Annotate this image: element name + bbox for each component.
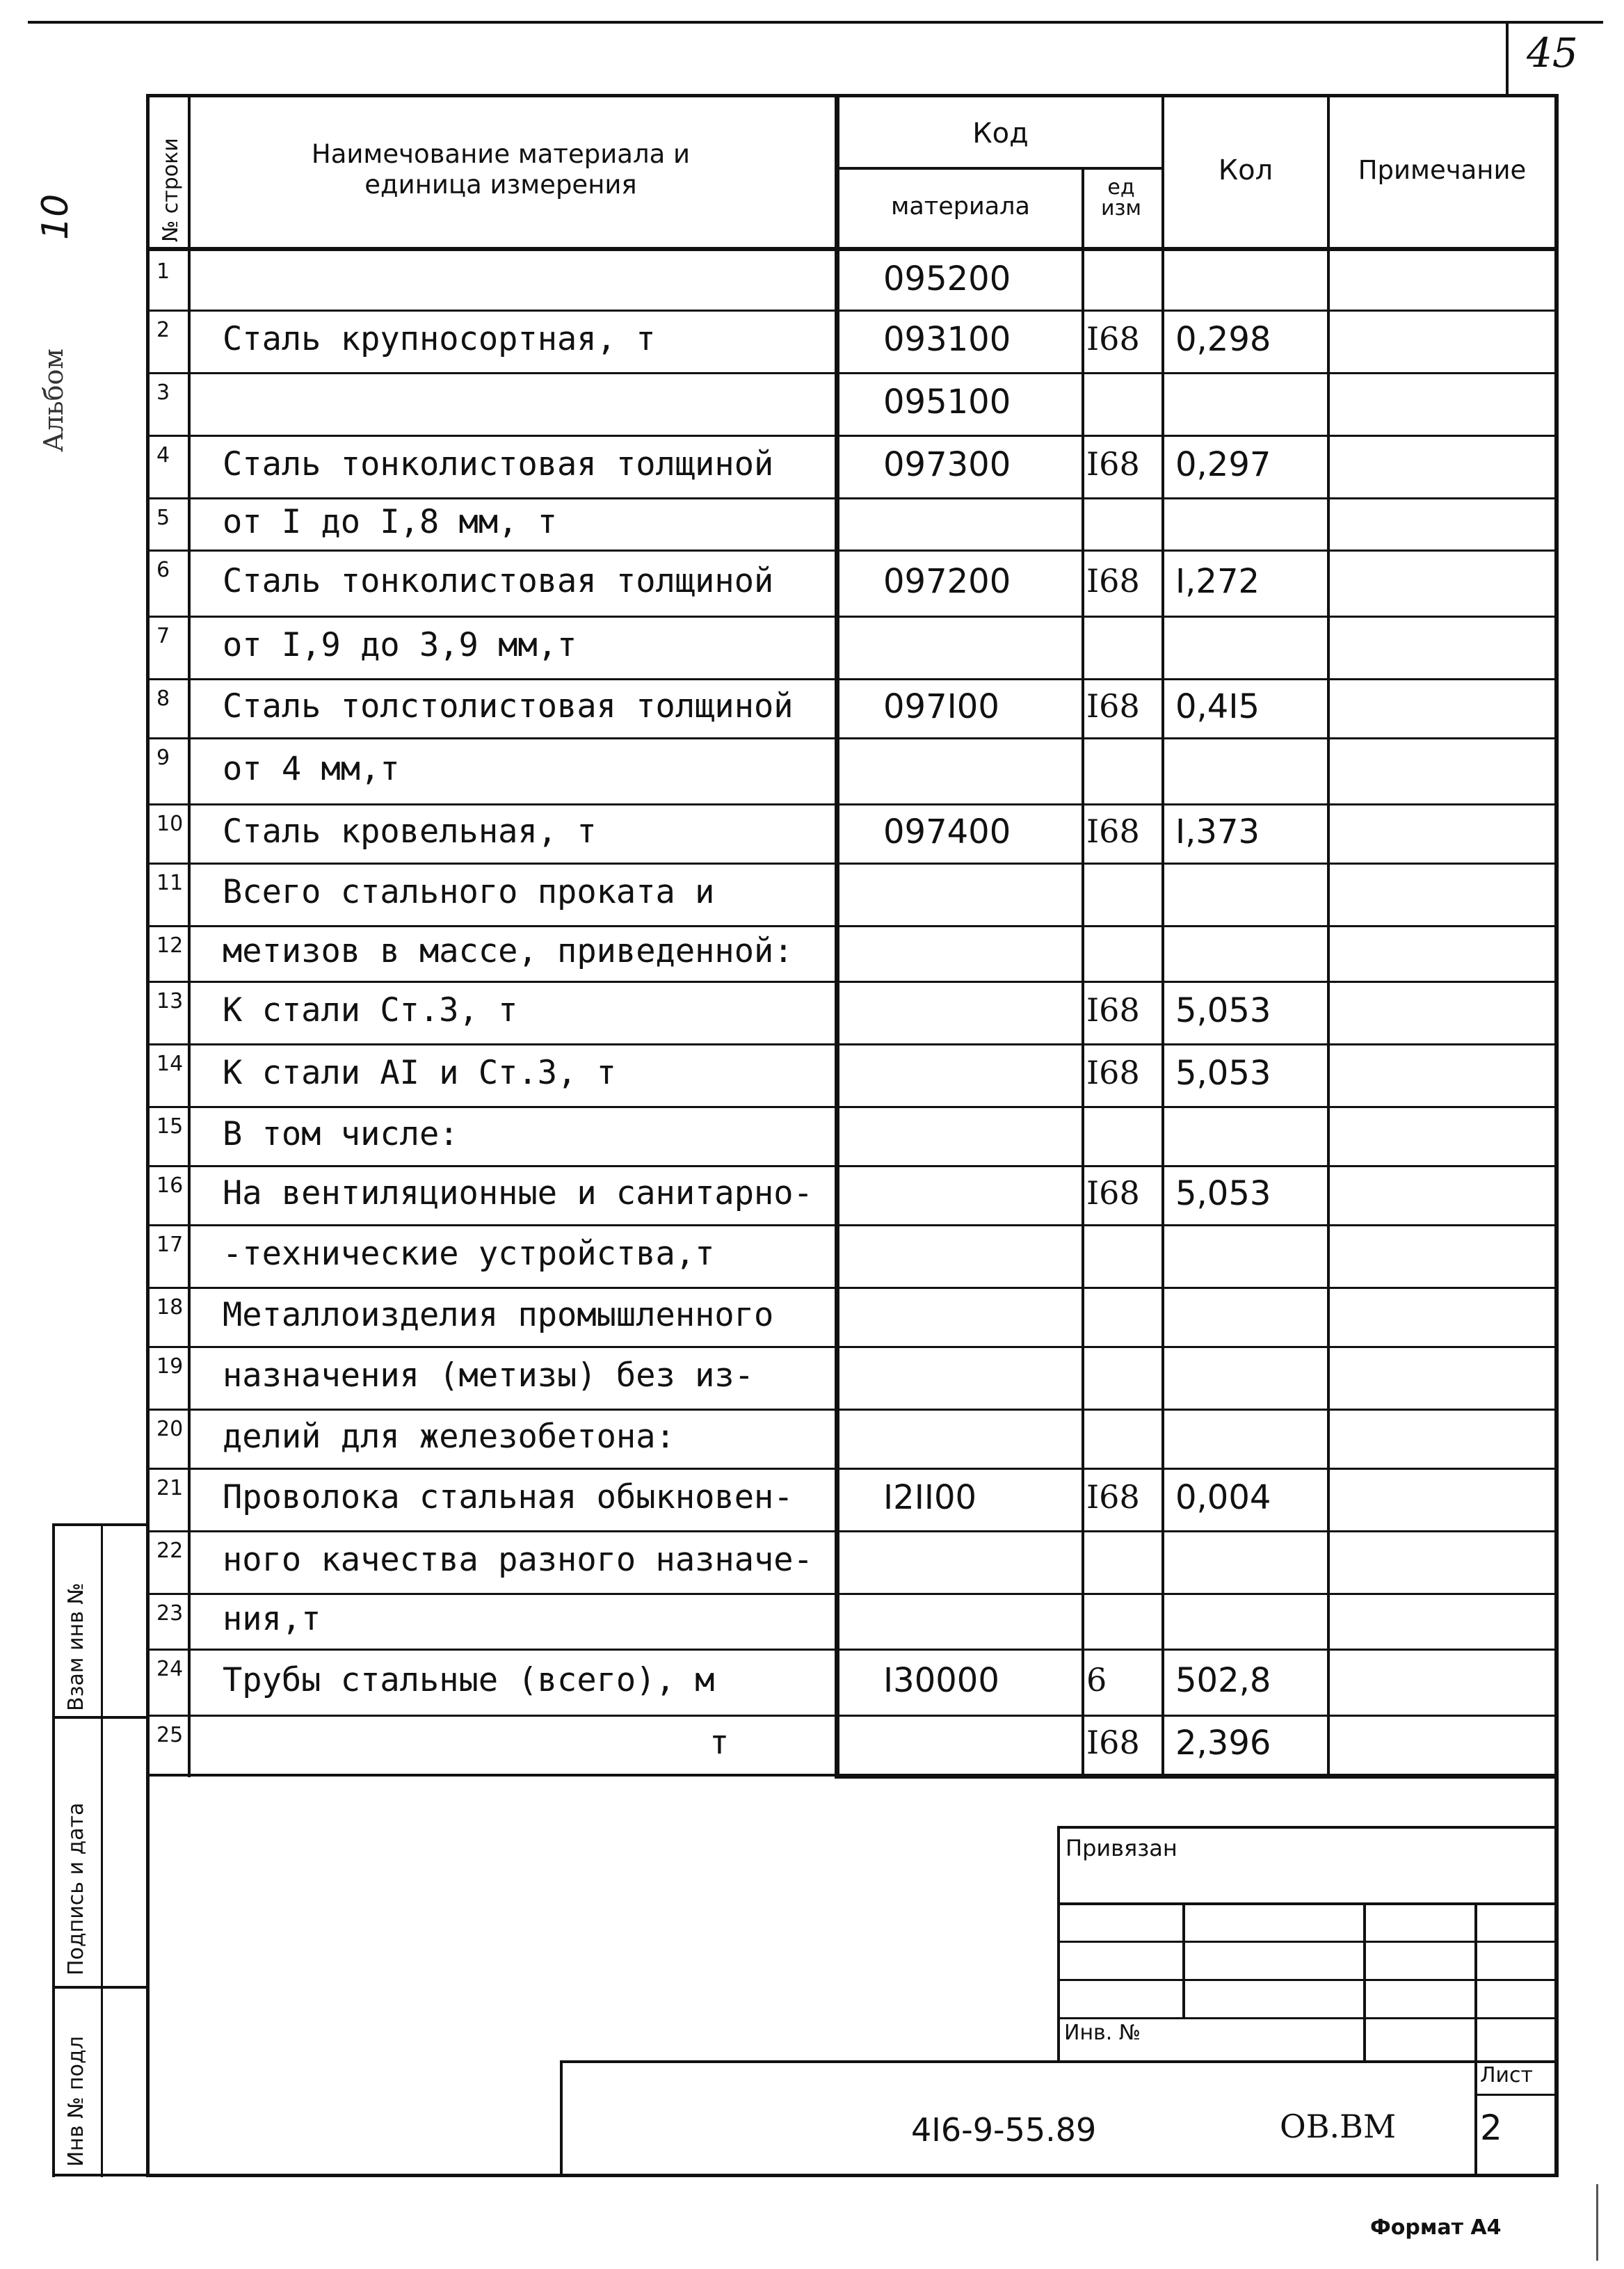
row-number: 20 — [156, 1417, 184, 1441]
row-divider — [146, 1346, 1559, 1348]
row-code: 097300 — [883, 445, 1011, 484]
col-line-unit — [1082, 167, 1084, 1777]
row-divider — [146, 550, 1559, 552]
row-number: 19 — [156, 1354, 184, 1379]
row-divider — [146, 925, 1559, 927]
tb-list-sep — [1474, 2094, 1554, 2096]
row-name: назначения (метизы) без из- — [223, 1356, 755, 1395]
row-name: ния,т — [223, 1600, 321, 1638]
row-divider — [146, 737, 1559, 739]
row-name: от 4 мм,т — [223, 749, 400, 788]
col-line-code — [835, 94, 839, 1777]
row-qty: 0,298 — [1175, 320, 1271, 359]
row-name: Проволока стальная обыкновен- — [223, 1478, 794, 1516]
row-name: от I,9 до 3,9 мм,т — [223, 626, 577, 664]
header-code-unit: ед изм — [1100, 175, 1142, 221]
top-border — [28, 21, 1603, 24]
row-number: 8 — [156, 687, 170, 711]
row-name: метизов в массе, приведенной: — [223, 932, 794, 970]
row-name: Сталь крупносортная, т — [223, 320, 656, 358]
row-number: 16 — [156, 1173, 184, 1198]
tb-grid-v1 — [1182, 1902, 1185, 2017]
row-divider — [146, 863, 1559, 865]
tb-privyazan-left — [1057, 1826, 1060, 2062]
side-stamp-top — [52, 1523, 150, 1526]
row-code: I2II00 — [883, 1478, 977, 1517]
row-divider — [146, 1106, 1559, 1108]
doc-mark: ОВ.ВМ — [1280, 2108, 1397, 2145]
row-divider — [146, 497, 1559, 499]
row-qty: I,272 — [1175, 561, 1260, 601]
row-code: 095100 — [883, 383, 1011, 422]
row-name: К стали AI и Ст.3, т — [223, 1054, 616, 1092]
row-code: 095200 — [883, 259, 1011, 298]
sheet-number-top: 45 — [1527, 29, 1578, 77]
col-line-rowno — [188, 94, 191, 1777]
row-name: т — [709, 1723, 730, 1762]
col-line-note — [1327, 94, 1330, 1777]
tb-privyazan-top — [1057, 1826, 1554, 1829]
side-stamp-bottom — [52, 2174, 150, 2176]
row-divider — [146, 1043, 1559, 1045]
row-number: 1 — [156, 259, 170, 284]
row-name: Сталь тонколистовая толщиной — [223, 561, 774, 600]
row-unit: I68 — [1086, 561, 1140, 600]
inv-no-label: Инв. № — [1064, 2021, 1141, 2045]
row-qty: 5,053 — [1175, 991, 1271, 1030]
row-number: 11 — [156, 871, 184, 895]
row-unit: I68 — [1086, 445, 1140, 483]
row-divider — [146, 310, 1559, 312]
page-frame-left — [146, 94, 150, 2177]
row-number: 10 — [156, 812, 184, 836]
row-code: 097400 — [883, 812, 1011, 851]
row-number: 7 — [156, 624, 170, 648]
row-unit: I68 — [1086, 687, 1140, 725]
row-name: -технические устройства,т — [223, 1235, 715, 1273]
header-bottom — [146, 247, 1559, 251]
row-divider — [146, 678, 1559, 680]
row-unit: I68 — [1086, 812, 1140, 850]
list-label: Лист — [1480, 2063, 1534, 2087]
row-name: Металлоизделия промышленного — [223, 1295, 774, 1334]
vzam-inv-label: Взам инв № — [64, 1582, 88, 1711]
page-frame-right — [1554, 94, 1559, 2177]
row-divider — [146, 1530, 1559, 1532]
row-name: делий для железобетона: — [223, 1417, 675, 1456]
row-qty: 0,4I5 — [1175, 687, 1260, 726]
row-name: Сталь кровельная, т — [223, 812, 597, 851]
row-number: 12 — [156, 933, 184, 958]
tb-main-top — [560, 2060, 1554, 2063]
row-qty: 2,396 — [1175, 1723, 1271, 1763]
row-name: Сталь тонколистовая толщиной — [223, 445, 774, 483]
row-number: 15 — [156, 1114, 184, 1139]
row-name: Сталь толстолистовая толщиной — [223, 687, 794, 725]
header-qty: Кол — [1218, 154, 1273, 186]
row-name: от I до I,8 мм, т — [223, 502, 558, 541]
row-name: На вентиляционные и санитарно- — [223, 1173, 813, 1212]
row-number: 18 — [156, 1295, 184, 1320]
tb-grid-line3 — [1057, 1979, 1554, 1981]
right-cut-mark — [1596, 2184, 1598, 2261]
row-number: 4 — [156, 443, 170, 467]
row-number: 17 — [156, 1233, 184, 1257]
row-qty: 0,297 — [1175, 445, 1271, 484]
page-frame-bottom — [146, 2174, 1559, 2177]
row-number: 25 — [156, 1723, 184, 1747]
row-divider — [146, 1224, 1559, 1226]
row-divider — [146, 1468, 1559, 1470]
list-number: 2 — [1480, 2108, 1502, 2148]
row-number: 23 — [156, 1601, 184, 1626]
row-qty: 5,053 — [1175, 1173, 1271, 1213]
inv-podl-label: Инв № подл — [64, 2036, 88, 2167]
row-number: 6 — [156, 558, 170, 582]
row-number: 3 — [156, 380, 170, 405]
tb-main-left — [560, 2060, 563, 2177]
row-name: Трубы стальные (всего), м — [223, 1660, 715, 1699]
table-top — [146, 94, 1559, 97]
header-code: Код — [972, 118, 1029, 150]
header-name: Наимечование материала и единица измерения — [311, 139, 691, 200]
row-divider — [146, 1715, 1559, 1717]
tb-grid-line4 — [1057, 2017, 1554, 2019]
header-code-material: материала — [890, 193, 1030, 221]
header-note: Примечание — [1358, 155, 1527, 185]
row-qty: 0,004 — [1175, 1478, 1271, 1517]
row-number: 24 — [156, 1657, 184, 1681]
row-code: 093100 — [883, 320, 1011, 359]
row-number: 13 — [156, 989, 184, 1013]
album-stamp: Альбом — [38, 348, 69, 452]
row-divider — [146, 616, 1559, 618]
row-unit: I68 — [1086, 991, 1140, 1029]
row-divider — [146, 1649, 1559, 1651]
row-divider — [146, 1593, 1559, 1595]
row-qty: 5,053 — [1175, 1054, 1271, 1093]
row-divider — [146, 372, 1559, 374]
row-divider — [146, 435, 1559, 437]
header-code-divider — [835, 167, 1161, 170]
row-divider — [146, 1409, 1559, 1411]
side-stamp-left — [52, 1523, 55, 2177]
row-unit: 6 — [1086, 1660, 1107, 1699]
row-divider — [146, 1287, 1559, 1289]
row-unit: I68 — [1086, 1478, 1140, 1516]
tb-grid-v2 — [1363, 1902, 1366, 2062]
row-number: 21 — [156, 1476, 184, 1500]
row-unit: I68 — [1086, 320, 1140, 358]
row-divider — [146, 803, 1559, 805]
row-name: ного качества разного назначе- — [223, 1541, 813, 1579]
row-name: К стали Ст.3, т — [223, 991, 518, 1029]
row-unit: I68 — [1086, 1173, 1140, 1212]
row-number: 9 — [156, 746, 170, 770]
row-number: 14 — [156, 1052, 184, 1076]
row-qty: 502,8 — [1175, 1660, 1271, 1700]
row-unit: I68 — [1086, 1054, 1140, 1091]
side-stamp-divider — [101, 1523, 103, 2177]
podpis-data-label: Подпись и дата — [64, 1802, 88, 1975]
row-code: 097I00 — [883, 687, 999, 726]
side-stamp-sep1 — [52, 1716, 150, 1719]
row-divider — [146, 1165, 1559, 1167]
row-divider — [146, 981, 1559, 983]
tb-grid-v3 — [1474, 1902, 1477, 2174]
row-name: В том числе: — [223, 1114, 459, 1153]
row-qty: I,373 — [1175, 812, 1260, 851]
row-number: 2 — [156, 318, 170, 342]
tb-grid-line2 — [1057, 1941, 1554, 1943]
col-line-qty — [1161, 94, 1164, 1777]
tb-grid-line1 — [1057, 1902, 1554, 1905]
page-count-handwritten: 10 — [35, 193, 77, 240]
sheet-number-box-left — [1506, 21, 1509, 94]
privyazan-label: Привязан — [1066, 1835, 1177, 1861]
row-number: 22 — [156, 1539, 184, 1563]
table-bottom-left — [146, 1774, 835, 1777]
row-unit: I68 — [1086, 1723, 1140, 1761]
side-stamp-sep2 — [52, 1986, 150, 1989]
row-number: 5 — [156, 506, 170, 530]
row-code: 097200 — [883, 561, 1011, 601]
table-bottom — [835, 1774, 1559, 1779]
row-name: Всего стального проката и — [223, 873, 715, 911]
format-label: Формат А4 — [1370, 2215, 1502, 2240]
row-code: I30000 — [883, 1660, 999, 1700]
doc-code: 4I6-9-55.89 — [911, 2111, 1097, 2149]
header-row-no: № строки — [159, 138, 183, 242]
